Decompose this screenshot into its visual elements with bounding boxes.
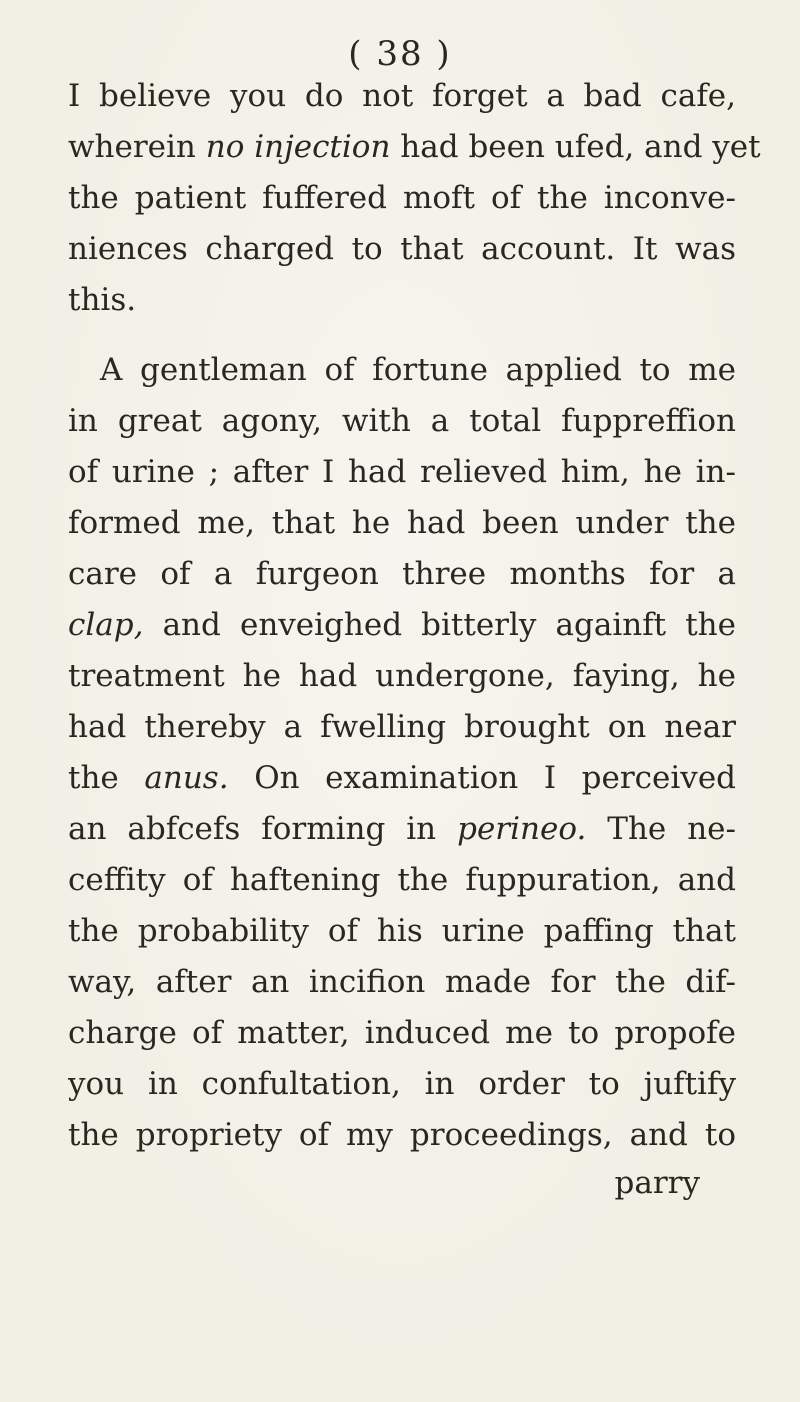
italic-word-anus: anus. bbox=[144, 760, 229, 796]
text-line-17: the probability of his urine paffing that bbox=[68, 913, 736, 949]
italic-word-perineo: perineo. bbox=[457, 811, 587, 847]
italic-word-clap: clap, bbox=[68, 607, 144, 643]
page-number: ( 38 ) bbox=[348, 34, 452, 74]
text-line-19: charge of matter, induced me to propofe bbox=[68, 1015, 736, 1051]
text-line-1: I believe you do not forget a bad cafe, bbox=[68, 78, 736, 114]
text-line-6: A gentleman of fortune applied to me bbox=[100, 352, 736, 388]
text-line-13: had thereby a fwelling brought on near bbox=[68, 709, 736, 745]
text-line-21: the propriety of my proceedings, and to bbox=[68, 1117, 736, 1153]
text-line-20: you in confultation, in order to juftify bbox=[68, 1066, 736, 1102]
italic-phrase-no-injection: no injection bbox=[205, 129, 391, 165]
text-line-2: wherein no injection had been ufed, and yet bbox=[68, 129, 761, 165]
text-line-10: care of a furgeon three months for a bbox=[68, 556, 736, 592]
text-line-16: ceffity of haftening the fuppuration, and bbox=[68, 862, 736, 898]
text-line-5: this. bbox=[68, 282, 137, 318]
text-line-4: niences charged to that account. It was bbox=[68, 231, 736, 267]
text-line-8: of urine ; after I had relieved him, he in- bbox=[68, 454, 736, 490]
catchword: parry bbox=[614, 1165, 700, 1201]
text-line-3: the patient fuffered moft of the inconve- bbox=[68, 180, 736, 216]
text-line-12: treatment he had undergone, faying, he bbox=[68, 658, 736, 694]
text-line-7: in great agony, with a total fuppreffion bbox=[68, 403, 736, 439]
text-line-14: the anus. On examination I perceived bbox=[68, 760, 737, 796]
text-line-11: clap, and enveighed bitterly againft the bbox=[68, 607, 736, 643]
text-line-15: an abfcefs forming in perineo. The ne- bbox=[68, 811, 736, 847]
text-line-9: formed me, that he had been under the bbox=[68, 505, 736, 541]
text-line-18: way, after an incifion made for the dif- bbox=[68, 964, 736, 1000]
